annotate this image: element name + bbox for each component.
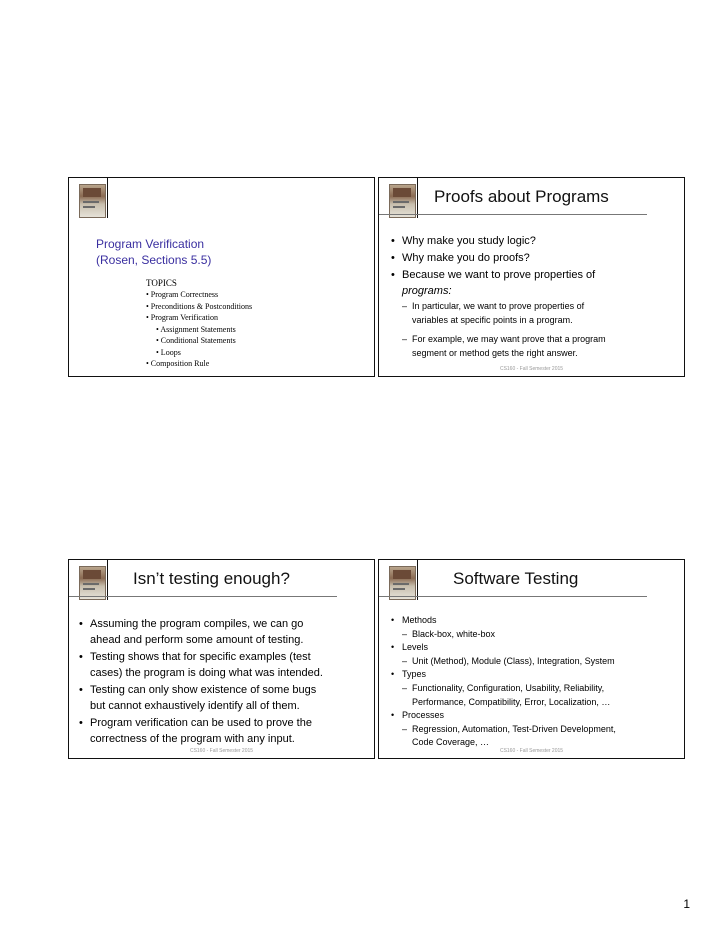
topic-item: • Loops bbox=[156, 347, 181, 357]
sub-bullet-item: – In particular, we want to prove properties of bbox=[391, 299, 606, 313]
sub-bullet-item: – Functionality, Configuration, Usability, Reliability, bbox=[391, 682, 616, 696]
sub-bullet-item-cont: segment or method gets the right answer. bbox=[412, 348, 578, 358]
sub-bullet-item: – Regression, Automation, Test-Driven Development, bbox=[391, 723, 616, 737]
topic-item: • Conditional Statements bbox=[156, 336, 236, 345]
topic-item: • Program Verification bbox=[146, 313, 218, 322]
slide-proofs-about-programs bbox=[378, 177, 685, 377]
bullet-item-cont: correctness of the program with any input. bbox=[90, 732, 295, 745]
sub-bullet-item-cont: variables at specific points in a program. bbox=[412, 315, 573, 325]
page-number: 1 bbox=[683, 897, 690, 911]
bullet-list bbox=[79, 617, 323, 747]
bullet-item: • Levels bbox=[391, 641, 616, 655]
bullet-item-cont: ahead and perform some amount of testing. bbox=[90, 633, 304, 646]
title-rule bbox=[69, 596, 337, 597]
slide-title: Isn’t testing enough? bbox=[133, 569, 290, 588]
sub-bullet-list bbox=[391, 299, 606, 360]
bullet-item-cont: programs: bbox=[402, 285, 452, 297]
slide-footer: CS160 - Fall Semester 2015 bbox=[189, 748, 254, 754]
bullet-item: • Why make you do proofs? bbox=[391, 250, 595, 267]
sub-bullet-item: – For example, we may want prove that a program bbox=[391, 332, 606, 346]
textbook-cover-image bbox=[79, 566, 106, 600]
sub-bullet-item: – Unit (Method), Module (Class), Integration, System bbox=[391, 655, 616, 669]
bullet-item: • Because we want to prove properties of bbox=[391, 267, 595, 284]
bullet-item: • Testing can only show existence of some bugs bbox=[79, 683, 323, 699]
textbook-cover-image bbox=[389, 184, 416, 218]
title-rule bbox=[379, 214, 647, 215]
textbook-cover-image bbox=[79, 184, 106, 218]
title-rule bbox=[379, 596, 647, 597]
textbook-cover-image bbox=[389, 566, 416, 600]
slide-title: Proofs about Programs bbox=[434, 187, 609, 206]
bullet-item-cont: but cannot exhaustively identify all of them. bbox=[90, 699, 300, 712]
sub-bullet-item-cont: Performance, Compatibility, Error, Localization, … bbox=[412, 696, 611, 707]
bullet-item: • Processes bbox=[391, 709, 616, 723]
bullet-item: • Program verification can be used to prove the bbox=[79, 716, 323, 732]
slide-divider bbox=[107, 178, 108, 218]
bullet-item: • Testing shows that for specific examples (test bbox=[79, 650, 323, 666]
bullet-item: • Types bbox=[391, 668, 616, 682]
bullet-list bbox=[391, 614, 616, 750]
bullet-item: • Methods bbox=[391, 614, 616, 628]
slide-program-verification bbox=[68, 177, 375, 377]
bullet-list bbox=[391, 233, 595, 298]
bullet-item: • Why make you study logic? bbox=[391, 233, 595, 250]
slide-title: Software Testing bbox=[453, 569, 579, 588]
topics-list bbox=[146, 289, 252, 370]
slide-divider bbox=[107, 560, 108, 600]
topic-item: • Preconditions & Postconditions bbox=[146, 301, 253, 311]
topic-item: • Composition Rule bbox=[146, 359, 210, 368]
topic-item: • Program Correctness bbox=[146, 290, 219, 299]
topic-item: • Assignment Statements bbox=[156, 324, 236, 334]
slide-software-testing bbox=[378, 559, 685, 759]
topics-heading: TOPICS bbox=[146, 278, 177, 288]
slide-divider bbox=[417, 560, 418, 600]
slide-title-line1: Program Verification bbox=[96, 237, 205, 251]
sub-bullet-item: – Black-box, white-box bbox=[391, 628, 616, 642]
slide-divider bbox=[417, 178, 418, 218]
slide-footer: CS160 - Fall Semester 2015 bbox=[499, 748, 564, 754]
bullet-item-cont: cases) the program is doing what was intended. bbox=[90, 666, 323, 679]
slide-title-line2: (Rosen, Sections 5.5) bbox=[96, 253, 212, 267]
sub-bullet-item-cont: Code Coverage, … bbox=[412, 737, 490, 748]
slide-footer: CS160 - Fall Semester 2015 bbox=[499, 366, 564, 372]
slide-isnt-testing-enough bbox=[68, 559, 375, 759]
bullet-item: • Assuming the program compiles, we can go bbox=[79, 617, 323, 633]
